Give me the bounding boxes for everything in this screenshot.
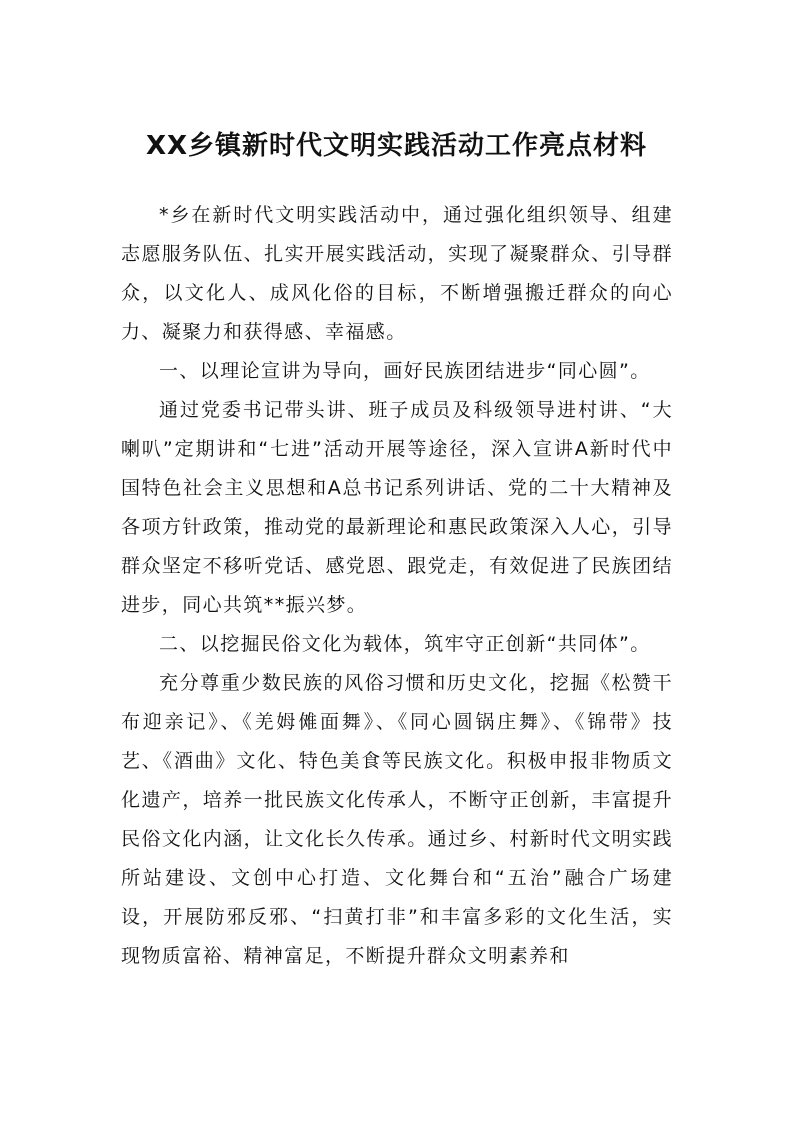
section-2-paragraph: 充分尊重少数民族的风俗习惯和历史文化，挖掘《松赞干布迎亲记》、《羌姆傩面舞》、《同心圆锅庄舞》、《锦带》技艺、《酒曲》文化、特色美食等民族文化。积极申报非物质文化遗产，培养一批民族文化传承人，不断守正创新，丰富提升民俗文化内涵，让文化长久传承。通过乡、村新时代文明实践所站建设、文创中心打造、文化舞台和“五治”融合广场建设，开展防邪反邪、“扫黄打非”和丰富多彩的文化生活，实现物质富裕、精神富足，不断提升群众文明素养和 — [121, 672, 673, 967]
intro-paragraph: *乡在新时代文明实践活动中，通过强化组织领导、组建志愿服务队伍、扎实开展实践活动，实现了凝聚群众、引导群众，以文化人、成风化俗的目标，不断增强搬迁群众的向心力、凝聚力和获得感、幸福感。 — [121, 204, 673, 343]
section-1-paragraph: 通过党委书记带头讲、班子成员及科级领导进村讲、“大喇叭”定期讲和“七进”活动开展等途径，深入宣讲A新时代中国特色社会主义思想和A总书记系列讲话、党的二十大精神及各项方针政策，推动党的最新理论和惠民政策深入人心，引导群众坚定不移听党话、感党恩、跟党走，有效促进了民族团结进步，同心共筑**振兴梦。 — [121, 399, 673, 616]
section-heading-2: 二、以挖掘民俗文化为载体，筑牢守正创新“共同体”。 — [159, 633, 651, 655]
document-title: XX乡镇新时代文明实践活动工作亮点材料 — [145, 131, 648, 161]
document-body — [121, 196, 673, 976]
section-heading-1: 一、以理论宣讲为导向，画好民族团结进步“同心圆”。 — [159, 360, 651, 382]
